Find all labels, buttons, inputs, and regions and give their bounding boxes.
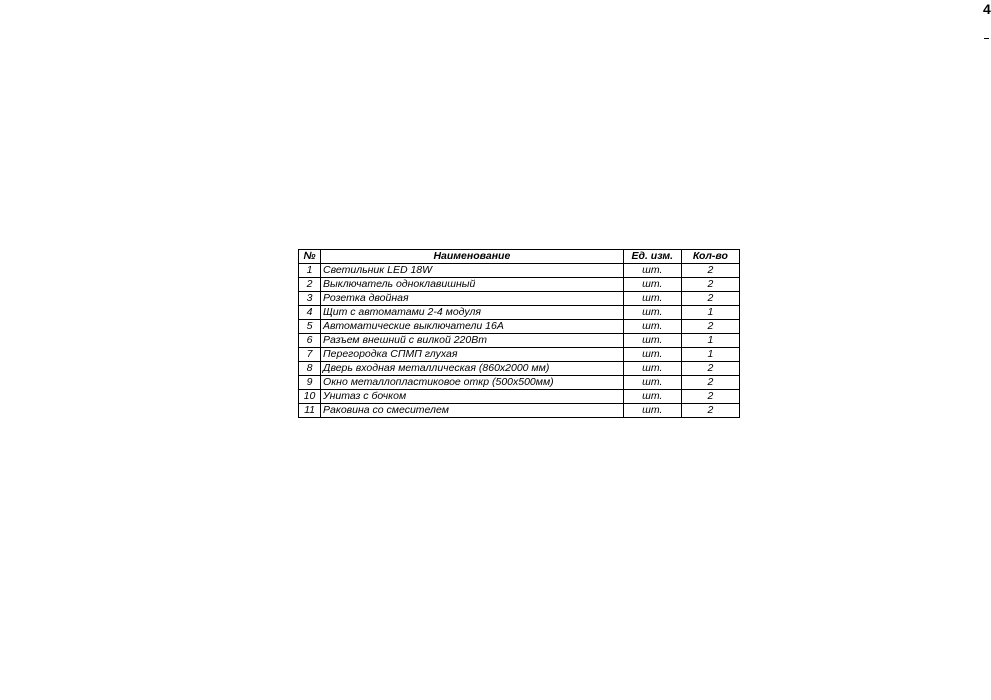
row-unit: шт. [623, 348, 681, 362]
row-name: Автоматические выключатели 16А [321, 320, 624, 334]
header-row [299, 250, 740, 264]
header-unit: Ед. изм. [623, 250, 681, 264]
row-number: 9 [299, 376, 321, 390]
header-number: № [299, 250, 321, 264]
row-number: 3 [299, 292, 321, 306]
row-number: 5 [299, 320, 321, 334]
row-quantity: 1 [681, 334, 739, 348]
row-quantity: 1 [681, 348, 739, 362]
table-row [299, 264, 740, 278]
specification-table [298, 249, 740, 418]
header-name: Наименование [321, 250, 624, 264]
row-unit: шт. [623, 362, 681, 376]
row-name: Розетка двойная [321, 292, 624, 306]
row-number: 11 [299, 404, 321, 418]
row-quantity: 2 [681, 376, 739, 390]
row-number: 7 [299, 348, 321, 362]
row-quantity: 2 [681, 404, 739, 418]
table-row [299, 404, 740, 418]
row-name: Перегородка СПМП глухая [321, 348, 624, 362]
table-row [299, 390, 740, 404]
row-quantity: 2 [681, 278, 739, 292]
row-quantity: 2 [681, 362, 739, 376]
row-name: Раковина со смесителем [321, 404, 624, 418]
corner-number: 4 [983, 1, 991, 17]
row-quantity: 2 [681, 320, 739, 334]
row-unit: шт. [623, 376, 681, 390]
row-unit: шт. [623, 390, 681, 404]
row-unit: шт. [623, 320, 681, 334]
row-unit: шт. [623, 404, 681, 418]
table-row [299, 362, 740, 376]
corner-marker [981, 0, 989, 46]
row-name: Дверь входная металлическая (860х2000 мм) [321, 362, 624, 376]
row-quantity: 2 [681, 264, 739, 278]
row-number: 6 [299, 334, 321, 348]
row-name: Разъем внешний с вилкой 220Вт [321, 334, 624, 348]
row-name: Окно металлопластиковое откр (500х500мм) [321, 376, 624, 390]
row-quantity: 2 [681, 292, 739, 306]
row-name: Выключатель одноклавишный [321, 278, 624, 292]
table-row [299, 320, 740, 334]
corner-dash [984, 38, 989, 39]
row-name: Щит с автоматами 2-4 модуля [321, 306, 624, 320]
row-quantity: 1 [681, 306, 739, 320]
row-quantity: 2 [681, 390, 739, 404]
row-number: 1 [299, 264, 321, 278]
table-row [299, 292, 740, 306]
row-unit: шт. [623, 306, 681, 320]
table-row [299, 306, 740, 320]
table-row [299, 376, 740, 390]
row-unit: шт. [623, 264, 681, 278]
row-name: Унитаз с бочком [321, 390, 624, 404]
table-row [299, 348, 740, 362]
row-name: Светильник LED 18W [321, 264, 624, 278]
row-number: 4 [299, 306, 321, 320]
table-row [299, 334, 740, 348]
header-quantity: Кол-во [681, 250, 739, 264]
row-unit: шт. [623, 292, 681, 306]
row-number: 10 [299, 390, 321, 404]
row-unit: шт. [623, 334, 681, 348]
table-row [299, 278, 740, 292]
row-number: 2 [299, 278, 321, 292]
row-unit: шт. [623, 278, 681, 292]
row-number: 8 [299, 362, 321, 376]
